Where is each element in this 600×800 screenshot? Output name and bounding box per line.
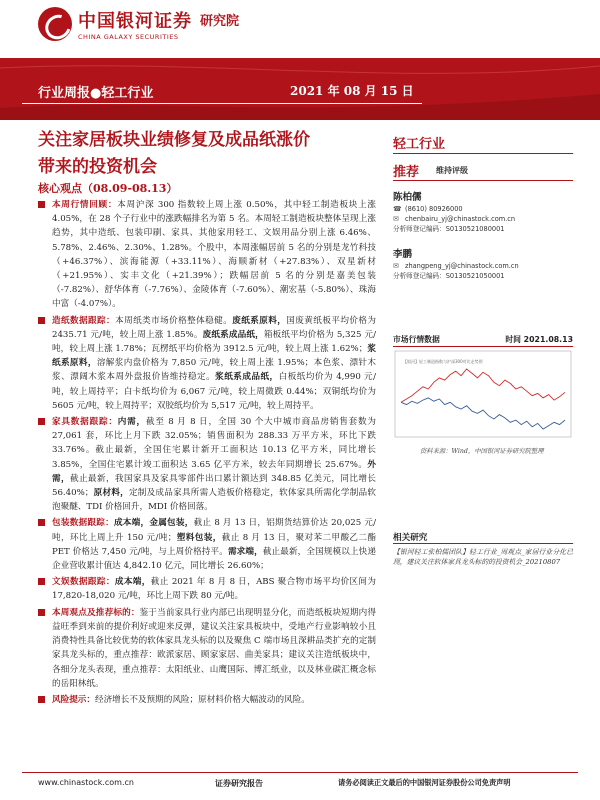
footer-url[interactable]: www.chinastock.com.cn [38,778,134,787]
sector-label: 轻工行业 [393,137,446,152]
paragraph-bold: 内需， [117,417,146,428]
paragraph-text: 截止最新，我国家具及家具零部件出口累计额达到 348.85 亿美元，同比增长 56.40%； [52,473,376,499]
report-date: 2021 年 08 月 15 日 [290,84,414,98]
company-logo [38,4,239,44]
institute-name: 研究院 [200,13,240,29]
market-chart [393,349,573,439]
paragraph-risk [38,693,376,707]
footer-report-type: 证券研究报告 [215,778,263,788]
chart-divider [393,346,573,347]
paragraph-bold: 成本端， [113,518,150,529]
paragraph-head: 造纸数据跟踪： [52,315,116,326]
paragraph-head: 文娱数据跟踪： [52,577,115,588]
analyst-cert-row [393,224,583,234]
paragraph-bold: 成本端， [114,577,151,588]
paragraph-text: 白板纸均价为 4,990 元/吨，较上周持平；白卡纸均价为 6,067 元/吨，较上周微跌 0.44%；双铜纸均价为 5605 元/吨，较上周持平；双胶纸均价为 5,517 元/吨，较上周持平。 [52,372,376,411]
paragraph-text: 本周纸类市场价格整体稳健。 [115,315,233,326]
paragraph-text: 截止 8 月 13 日，铝期货结算价达 20,025 元/吨，环比上周上升 150 元/吨； [52,518,376,543]
paragraph-head: 包装数据跟踪： [52,518,114,529]
galaxy-logo-icon [38,7,72,41]
report-title [38,127,378,181]
bullet-square-icon [38,201,45,208]
analyst-email-row [393,214,583,224]
paragraph-text: 本周沪深 300 指数较上周上涨 0.50%，其中轻工制造板块上涨 4.05%，在 28 个子行业中的涨跌幅排名为第 5 名。本周轻工制造板块整体呈现上涨趋势，其中造纸、包装印刷、家具、其他家用轻工、文娱用品分别上涨 6.46%、5.78%、2.46%、2.30%、1.28%。个股中，本周涨幅居前 5 名的分别是龙竹科技（+46.37%）、滨海能源（+33.11%）、海顺新材（+27.83%）、双星新材（+21.95%）、实丰文化（+21.39%）；跌幅居前 5 名的分别是嘉美包装（-7.82%）、舒华体育（-7.76%）、金陵体育（-7.60%）、潮宏基（-5.80%）、珠海中富（-4.07%）。 [52,200,376,310]
paragraph-text: 溶解浆内盘价格为 7,850 元/吨，较上周上涨 1.95%；本色浆、漂针木浆、漂阔木浆本周外盘报价皆维持稳定。 [52,358,376,383]
paragraph-bold: 废纸系成品纸， [202,329,264,340]
paragraph-text: 鉴于当前家具行业内部已出现明显分化，而造纸板块短期内得益旺季到来前的提价利好或迎来反弹，建议关注家具板块中，受地产行业影响较小且消费特性具备比较优势的软体家具龙头标的以及聚焦 C 端市场且深耕品类扩充的定制家具龙头标的，重点推荐：欧派家居、顾家家居、曲美家具；建议关注造纸板块中，各细分龙头表现，重点推荐：太阳纸业、山鹰国际、博汇纸业，以及林业碳汇概念标的岳阳林纸。 [52,607,376,689]
paragraph-text: 经济增长不及预期的风险；原材料价格大幅波动的风险。 [94,694,310,705]
paragraph-weekly-view [38,606,376,691]
analyst-cert-row [393,271,583,281]
analyst-cert: 分析师登记编码：S0130521080001 [393,225,505,233]
paragraph-head: 本周观点及推荐标的： [52,607,140,618]
related-research-link[interactable]: 【银河轻工张柏儒团队】轻工行业_周观点_家居行业分化已现，建议关注软体家具龙头标的的投资机会_20210807 [393,548,573,567]
paragraph-text: 截至 8 月 8 日，全国 30 个大中城市商品房销售套数为 27,061 套，环比上月下跌 32.05%；销售面积为 288.33 万平方米，环比下跌 33.76%。截止最新，全国住宅累计新开工面积达 10.13 亿平方米，同比增长 3.85%，全国住宅累计竣工面积达 3.65 亿平方米，较去年同期增长 25.67%。 [52,417,376,470]
paragraph-bold: 塑料包装， [176,532,222,543]
bullet-square-icon [38,696,45,703]
paragraph-text: 定制及成品家具所需人造板价格稳定，软体家具所需化学制品软泡聚醚、TDI 价格回升，MDI 价格回落。 [52,488,376,513]
bullet-square-icon [38,317,45,324]
body-column [38,198,376,709]
paragraph-bold: 金属包装， [149,518,194,529]
analyst-name: 李鹏 [393,249,413,260]
analyst-email[interactable]: zhangpeng_yj@chinastock.com.cn [405,262,519,270]
analyst-phone: (8610) 80926000 [405,205,463,213]
analyst-cert: 分析师登记编码：S0130521050001 [393,272,505,280]
related-divider [393,543,573,544]
chart-source: 资料来源：Wind，中国银河证券研究院整理 [420,448,544,455]
title-line-1: 关注家居板块业绩修复及成品纸涨价 [38,130,310,150]
analyst-card [393,250,583,281]
paragraph-text: 箱板纸平均价格为 5,325 元/吨，较上周上涨 1.78%；瓦楞纸平均价格为 3912.5 元/吨，较上周上涨 1.62%； [52,329,376,355]
sector-divider [393,153,573,154]
paragraph-paper-data [38,314,376,413]
paragraph-text: 截止最新，全国规模以上快递企业营收累计值达 4,842.10 亿元，同比增长 26.60%； [52,546,376,572]
email-icon: ✉ [393,215,399,223]
analyst-email[interactable]: chenbairu_yj@chinastock.com.cn [405,215,516,223]
analyst-card [393,193,583,234]
chart-title: 市场行情数据 [393,335,440,344]
rating-keep: 维持评级 [436,165,468,175]
paragraph-text: 截止 8 月 13 日，聚对苯二甲酸乙二酯 PET 价格达 7,450 元/吨，与上周价格持平。 [52,532,376,557]
logo-en: CHINA GALAXY SECURITIES [78,33,179,41]
report-type: 行业周报●轻工行业 [38,86,154,101]
analyst-email-row [393,261,583,271]
paragraph-bold: 需求端， [227,546,263,557]
paragraph-text: 国废黄纸板平均价格为 2435.71 元/吨，较上周上涨 1.85%。 [52,315,376,340]
phone-icon: ☎ [393,205,402,213]
bullet-square-icon [38,578,45,585]
analyst-phone-row [393,204,583,214]
rating-label: 推荐 [393,165,420,180]
paragraph-bold: 废纸系原料， [232,315,287,326]
bullet-square-icon [38,519,45,526]
logo-cn: 中国银河证券 [78,11,192,32]
analyst-name: 陈柏儒 [393,192,422,203]
footer-divider [22,772,578,773]
paragraph-bold: 原材料， [93,488,129,499]
email-icon: ✉ [393,262,399,270]
related-research-title: 相关研究 [393,533,428,543]
paragraph-market-review [38,198,376,312]
banner-divider [22,103,422,104]
paragraph-bold: 浆纸系原料， [52,344,376,369]
paragraph-text: 截止 2021 年 8 月 8 日，ABS 聚合物市场平均价区间为 17,820-18,020 元/吨，环比上周下跌 80 元/吨。 [52,577,376,602]
paragraph-packaging-data [38,516,376,573]
paragraph-head: 家具数据跟踪： [52,417,118,428]
title-line-2: 带来的投资机会 [38,157,157,177]
paragraph-bold: 浆纸系成品纸， [215,372,279,383]
paragraph-bold: 外需， [52,459,376,484]
chart-date: 时间 2021.08.13 [505,335,573,344]
core-view-heading: 核心观点（08.09-08.13） [38,182,178,195]
paragraph-furniture-data [38,415,376,514]
rating-divider [393,180,573,181]
bullet-square-icon [38,418,45,425]
chart-legend: 【银河】轻工制造指数与沪深300对比走势图 [403,359,483,364]
paragraph-head: 本周行情回顾： [52,200,118,210]
paragraph-head: 风险提示： [52,694,95,705]
paragraph-entertainment-data [38,575,376,603]
bullet-square-icon [38,609,45,616]
footer-disclaimer: 请务必阅读正文最后的中国银河证券股份公司免责声明 [338,778,511,787]
